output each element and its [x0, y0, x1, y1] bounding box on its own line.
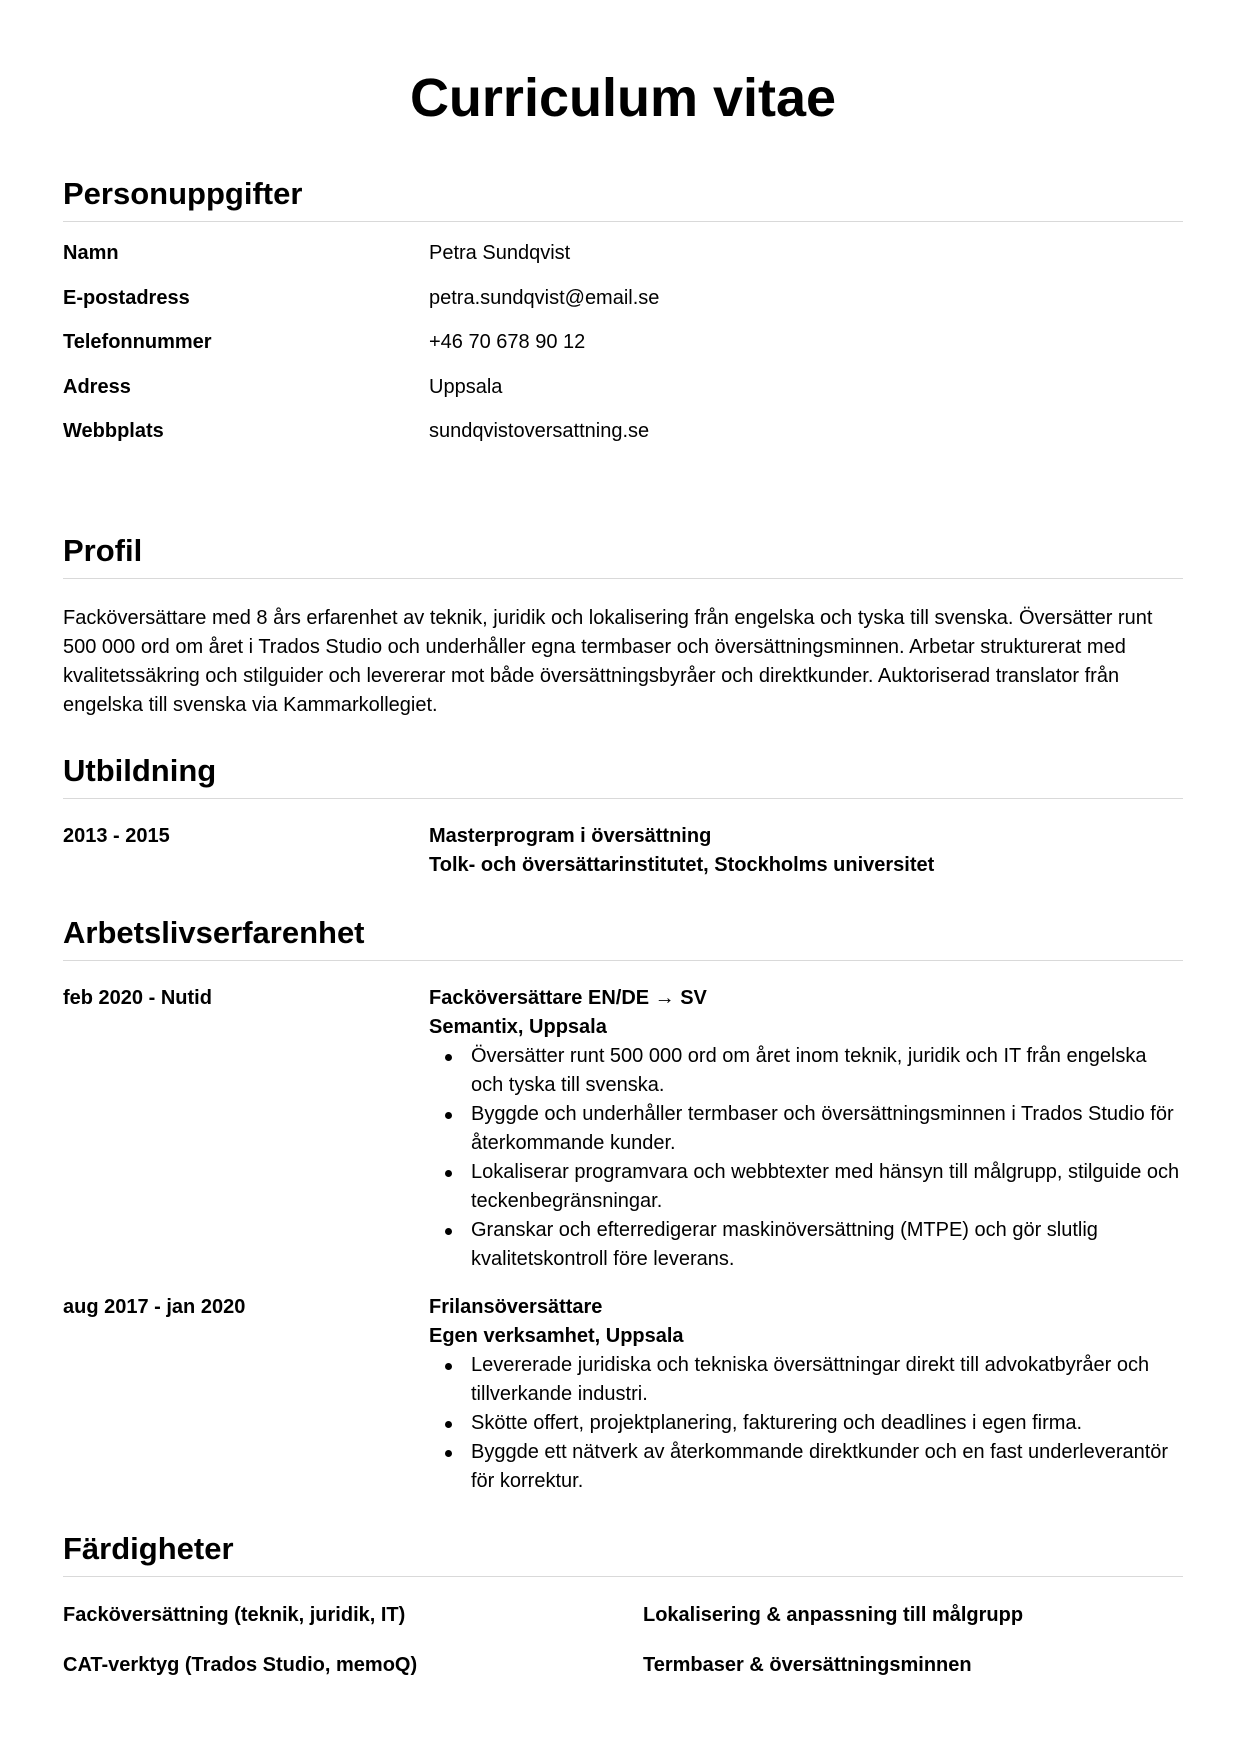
experience-details	[429, 1293, 1183, 1496]
section-heading-education: Utbildning	[63, 752, 1183, 799]
field-value: +46 70 678 90 12	[429, 331, 586, 353]
list-item: Byggde och underhåller termbaser och översättningsminnen i Trados Studio för återkommande kunder.	[471, 1100, 1183, 1158]
skill-item: Lokalisering & anpassning till målgrupp	[643, 1604, 1024, 1626]
skill-item: Facköversättning (teknik, juridik, IT)	[63, 1604, 406, 1626]
education-school: Tolk- och översättarinstitutet, Stockholms universitet	[429, 854, 935, 876]
section-heading-skills: Färdigheter	[63, 1530, 1183, 1577]
field-label: Namn	[63, 242, 119, 264]
field-value: Petra Sundqvist	[429, 242, 571, 264]
experience-employer: Egen verksamhet, Uppsala	[429, 1325, 684, 1347]
section-heading-profile: Profil	[63, 532, 1183, 579]
skill-item: Termbaser & översättningsminnen	[643, 1654, 972, 1676]
education-degree: Masterprogram i översättning	[429, 825, 712, 847]
profile-text: Facköversättare med 8 års erfarenhet av teknik, juridik och lokalisering från engelska och tyska till svenska. Översätter runt 500 000 ord om året i Trados Studio och underhåller egna termbaser och översättningsminnen. Arbetar strukturerat med kvalitetssäkring och stilguider och levererar mot både översättningsbyråer och direktkunder. Auktoriserad translator från engelska till svenska via Kammarkollegiet.	[63, 607, 1153, 716]
experience-period: feb 2020 - Nutid	[63, 987, 212, 1009]
field-value: sundqvistoversattning.se	[429, 420, 650, 442]
section-heading-experience: Arbetslivserfarenhet	[63, 914, 1183, 961]
experience-role: Frilansöversättare	[429, 1296, 603, 1318]
field-value: petra.sundqvist@email.se	[429, 287, 660, 309]
page-title: Curriculum vitae	[409, 68, 837, 128]
list-item: Lokaliserar programvara och webbtexter med hänsyn till målgrupp, stilguide och teckenbegränsningar.	[471, 1158, 1183, 1216]
field-value: Uppsala	[429, 376, 503, 398]
experience-role: Facköversättare EN/DE → SV	[429, 987, 707, 1009]
field-label: E-postadress	[63, 287, 190, 309]
experience-bullets	[429, 1042, 1183, 1274]
list-item: Skötte offert, projektplanering, fakturering och deadlines i egen firma.	[471, 1409, 1183, 1438]
field-label: Webbplats	[63, 420, 164, 442]
experience-period: aug 2017 - jan 2020	[63, 1296, 246, 1318]
skill-item: CAT-verktyg (Trados Studio, memoQ)	[63, 1654, 418, 1676]
section-heading-personal: Personuppgifter	[63, 175, 1183, 222]
field-label: Telefonnummer	[63, 331, 212, 353]
list-item: Granskar och efterredigerar maskinöversättning (MTPE) och gör slutlig kvalitetskontroll före leverans.	[471, 1216, 1183, 1274]
experience-bullets	[429, 1351, 1183, 1496]
experience-employer: Semantix, Uppsala	[429, 1016, 607, 1038]
list-item: Levererade juridiska och tekniska översättningar direkt till advokatbyråer och tillverkande industri.	[471, 1351, 1183, 1409]
field-label: Adress	[63, 376, 131, 398]
list-item: Byggde ett nätverk av återkommande direktkunder och en fast underleverantör för korrektur.	[471, 1438, 1183, 1496]
education-period: 2013 - 2015	[63, 825, 170, 847]
experience-details	[429, 984, 1183, 1274]
education-details	[429, 822, 1183, 880]
list-item: Översätter runt 500 000 ord om året inom teknik, juridik och IT från engelska och tyska till svenska.	[471, 1042, 1183, 1100]
